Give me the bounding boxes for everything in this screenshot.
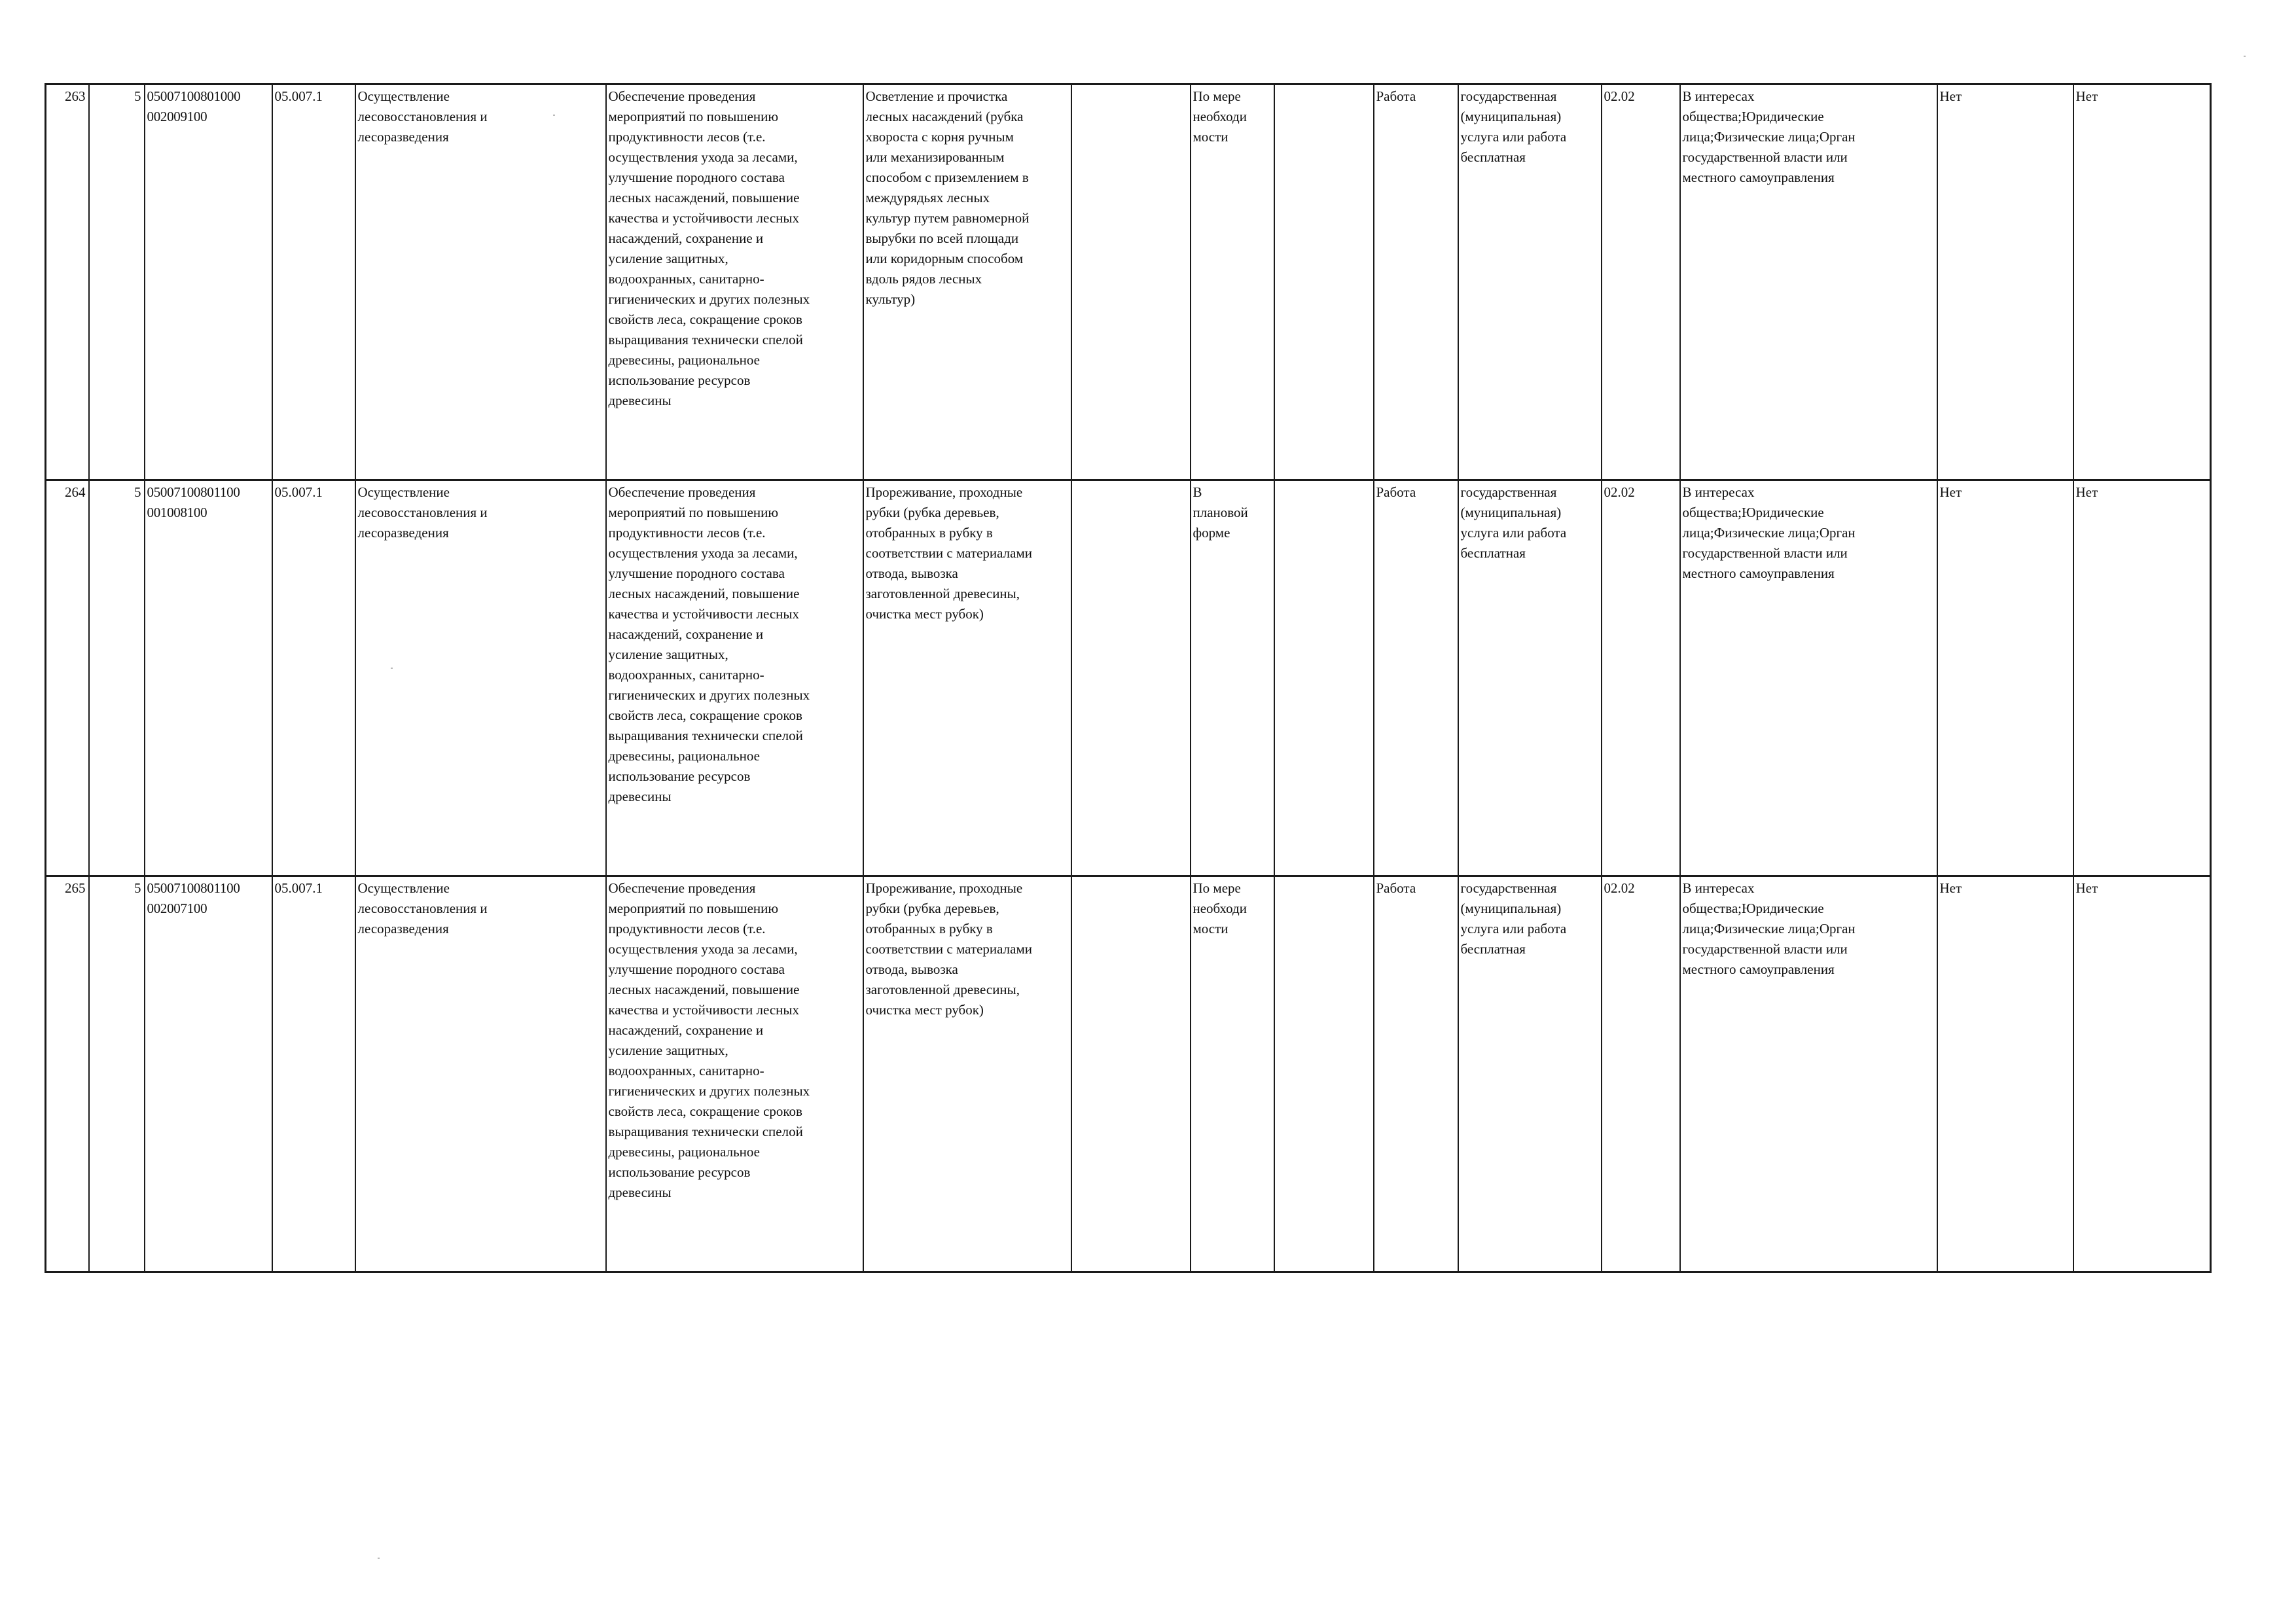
okved-code: 05.007.1 xyxy=(272,480,355,876)
registry-code: 05007100801100 002007100 xyxy=(145,876,272,1272)
payment-type: государственная (муниципальная) услуга или работа бесплатная xyxy=(1458,480,1602,876)
work-type: Работа xyxy=(1374,84,1458,480)
scan-speck xyxy=(553,115,555,116)
payment-type: государственная (муниципальная) услуга или работа бесплатная xyxy=(1458,84,1602,480)
row-number: 265 xyxy=(46,876,89,1272)
row-number: 264 xyxy=(46,480,89,876)
classifier-code: 02.02 xyxy=(1602,84,1680,480)
empty-cell xyxy=(1274,84,1374,480)
row-number: 263 xyxy=(46,84,89,480)
table-row xyxy=(46,876,2211,1272)
classifier-code: 02.02 xyxy=(1602,876,1680,1272)
empty-cell xyxy=(1071,480,1191,876)
provision-form: В плановой форме xyxy=(1191,480,1274,876)
work-method: Прореживание, проходные рубки (рубка деревьев, отобранных в рубку в соответствии с материалами отвода, вывозка заготовленной древесины, очистка мест рубок) xyxy=(863,876,1071,1272)
consumer-categories: В интересах общества;Юридические лица;Физические лица;Орган государственной власти или местного самоуправления xyxy=(1680,84,1937,480)
scan-speck xyxy=(391,668,393,669)
empty-cell xyxy=(1274,876,1374,1272)
activity-name: Осуществление лесовосстановления и лесоразведения xyxy=(355,84,606,480)
empty-cell xyxy=(1071,876,1191,1272)
scan-speck xyxy=(2244,56,2246,57)
flag-cell: Нет xyxy=(1937,876,2073,1272)
empty-cell xyxy=(1274,480,1374,876)
work-method: Прореживание, проходные рубки (рубка деревьев, отобранных в рубку в соответствии с материалами отвода, вывозка заготовленной древесины, очистка мест рубок) xyxy=(863,480,1071,876)
okved-code: 05.007.1 xyxy=(272,84,355,480)
work-content: Обеспечение проведения мероприятий по повышению продуктивности лесов (т.е. осуществления ухода за лесами, улучшение породного состава лесных насаждений, повышение качества и устойчивости лесных насаждений, сохранение и усиление защитных, водоохранных, санитарно- гигиенических и других полезных свойств леса, сокращение сроков выращивания технически спелой древесины, рациональное использование ресурсов древесины xyxy=(606,84,863,480)
flag-cell: Нет xyxy=(2073,84,2211,480)
flag-cell: Нет xyxy=(1937,84,2073,480)
row-subnumber: 5 xyxy=(89,480,145,876)
provision-form: По мере необходи мости xyxy=(1191,876,1274,1272)
flag-cell: Нет xyxy=(2073,480,2211,876)
work-method: Осветление и прочистка лесных насаждений (рубка хвороста с корня ручным или механизированным способом с приземлением в междурядьях лесных культур путем равномерной вырубки по всей площади или коридорным способом вдоль рядов лесных культур) xyxy=(863,84,1071,480)
flag-cell: Нет xyxy=(1937,480,2073,876)
row-subnumber: 5 xyxy=(89,84,145,480)
classifier-code: 02.02 xyxy=(1602,480,1680,876)
table-row xyxy=(46,84,2211,480)
provision-form: По мере необходи мости xyxy=(1191,84,1274,480)
scan-speck xyxy=(378,1558,380,1559)
work-type: Работа xyxy=(1374,876,1458,1272)
services-table xyxy=(45,83,2212,1273)
payment-type: государственная (муниципальная) услуга или работа бесплатная xyxy=(1458,876,1602,1272)
okved-code: 05.007.1 xyxy=(272,876,355,1272)
consumer-categories: В интересах общества;Юридические лица;Физические лица;Орган государственной власти или местного самоуправления xyxy=(1680,480,1937,876)
row-subnumber: 5 xyxy=(89,876,145,1272)
activity-name: Осуществление лесовосстановления и лесоразведения xyxy=(355,480,606,876)
registry-code: 05007100801100 001008100 xyxy=(145,480,272,876)
table-row xyxy=(46,480,2211,876)
activity-name: Осуществление лесовосстановления и лесоразведения xyxy=(355,876,606,1272)
consumer-categories: В интересах общества;Юридические лица;Физические лица;Орган государственной власти или местного самоуправления xyxy=(1680,876,1937,1272)
work-type: Работа xyxy=(1374,480,1458,876)
empty-cell xyxy=(1071,84,1191,480)
work-content: Обеспечение проведения мероприятий по повышению продуктивности лесов (т.е. осуществления ухода за лесами, улучшение породного состава лесных насаждений, повышение качества и устойчивости лесных насаждений, сохранение и усиление защитных, водоохранных, санитарно- гигиенических и других полезных свойств леса, сокращение сроков выращивания технически спелой древесины, рациональное использование ресурсов древесины xyxy=(606,876,863,1272)
flag-cell: Нет xyxy=(2073,876,2211,1272)
work-content: Обеспечение проведения мероприятий по повышению продуктивности лесов (т.е. осуществления ухода за лесами, улучшение породного состава лесных насаждений, повышение качества и устойчивости лесных насаждений, сохранение и усиление защитных, водоохранных, санитарно- гигиенических и других полезных свойств леса, сокращение сроков выращивания технически спелой древесины, рациональное использование ресурсов древесины xyxy=(606,480,863,876)
registry-code: 05007100801000 002009100 xyxy=(145,84,272,480)
